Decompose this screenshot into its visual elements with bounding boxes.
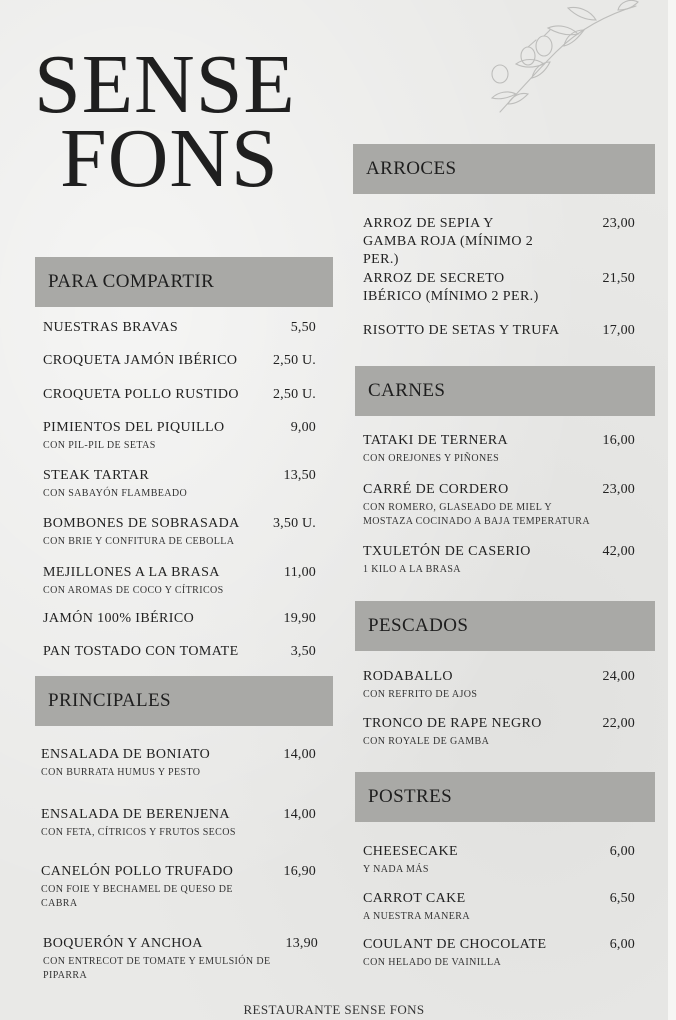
item-description: CON BRIE Y CONFITURA DE CEBOLLA <box>43 536 235 547</box>
menu-item <box>43 467 316 501</box>
section-header-postres <box>355 772 655 822</box>
item-price: 5,50 <box>290 320 316 335</box>
item-name: CROQUETA POLLO RUSTIDO <box>43 387 239 402</box>
item-description: CON ENTRECOT DE TOMATE Y EMULSIÓN DE PIPARRA <box>43 956 271 981</box>
menu-item <box>41 863 316 911</box>
item-price: 23,00 <box>602 482 635 497</box>
item-name: PAN TOSTADO CON TOMATE <box>43 644 239 659</box>
item-name: TRONCO DE RAPE NEGRO <box>363 716 542 731</box>
menu-item <box>363 215 635 269</box>
item-description: CON ROMERO, GLASEADO DE MIEL Y MOSTAZA COCINADO A BAJA TEMPERATURA <box>363 502 590 527</box>
item-name: ARROZ DE SEPIA Y GAMBA ROJA (MÍNIMO 2 PER.) <box>363 216 534 267</box>
item-name: ENSALADA DE BONIATO <box>41 747 211 762</box>
menu-item <box>43 935 318 983</box>
menu-item <box>43 386 316 404</box>
section-title: POSTRES <box>368 786 453 807</box>
menu-item <box>363 715 635 749</box>
item-price: 19,90 <box>283 611 316 626</box>
item-name: NUESTRAS BRAVAS <box>43 320 179 335</box>
section-header-pescados <box>355 601 655 651</box>
item-description: CON PIL-PIL DE SETAS <box>43 440 156 451</box>
logo-line-1: SENSE <box>34 38 296 131</box>
section-title: PRINCIPALES <box>48 690 172 711</box>
item-name: BOQUERÓN Y ANCHOA <box>43 936 203 951</box>
item-description: CON BURRATA HUMUS Y PESTO <box>41 767 201 778</box>
section-header-para-compartir <box>35 257 333 307</box>
menu-item <box>363 322 635 340</box>
section-header-principales <box>35 676 333 726</box>
menu-item <box>43 419 316 453</box>
item-description: CON FETA, CÍTRICOS Y FRUTOS SECOS <box>41 827 236 838</box>
olive-branch-icon <box>478 0 648 120</box>
menu-item <box>43 515 316 549</box>
item-price: 24,00 <box>602 669 635 684</box>
item-description: 1 KILO A LA BRASA <box>363 564 461 575</box>
item-price: 3,50 <box>290 644 316 659</box>
menu-item <box>363 843 635 877</box>
item-description: CON FOIE Y BECHAMEL DE QUESO DE CABRA <box>41 884 233 909</box>
item-name: ARROZ DE SECRETO IBÉRICO (MÍNIMO 2 PER.) <box>363 271 539 304</box>
item-price: 13,90 <box>285 936 318 951</box>
item-name: RISOTTO DE SETAS Y TRUFA <box>363 323 560 338</box>
item-price: 21,50 <box>602 271 635 286</box>
item-price: 3,50 U. <box>272 516 316 531</box>
menu-item <box>363 481 635 529</box>
menu-item <box>43 352 316 370</box>
item-name: COULANT DE CHOCOLATE <box>363 937 547 952</box>
menu-item <box>43 643 316 661</box>
item-description: CON REFRITO DE AJOS <box>363 689 478 700</box>
item-description: CON ROYALE DE GAMBA <box>363 736 490 747</box>
menu-item <box>41 806 316 840</box>
menu-item <box>41 746 316 780</box>
item-price: 6,00 <box>609 844 635 859</box>
menu-item <box>363 270 635 306</box>
footer-restaurant-name: RESTAURANTE SENSE FONS <box>243 1002 425 1017</box>
item-description: CON HELADO DE VAINILLA <box>363 957 502 968</box>
menu-item <box>363 936 635 970</box>
item-price: 6,00 <box>609 937 635 952</box>
menu-item <box>43 564 316 598</box>
item-name: BOMBONES DE SOBRASADA <box>43 516 240 531</box>
item-description: CON AROMAS DE COCO Y CÍTRICOS <box>43 585 224 596</box>
section-title: PARA COMPARTIR <box>48 271 215 292</box>
item-price: 16,00 <box>602 433 635 448</box>
item-name: STEAK TARTAR <box>43 468 150 483</box>
item-price: 11,00 <box>284 565 316 580</box>
item-price: 23,00 <box>602 216 635 231</box>
menu-item <box>363 543 635 577</box>
item-name: PIMIENTOS DEL PIQUILLO <box>43 420 225 435</box>
menu-item <box>363 432 635 466</box>
page-edge <box>668 0 676 1020</box>
item-price: 2,50 U. <box>272 353 316 368</box>
item-name: RODABALLO <box>363 669 453 684</box>
item-price: 17,00 <box>602 323 635 338</box>
item-name: TATAKI DE TERNERA <box>363 433 509 448</box>
item-name: CANELÓN POLLO TRUFADO <box>41 864 234 879</box>
item-name: TXULETÓN DE CASERIO <box>363 544 531 559</box>
item-name: ENSALADA DE BERENJENA <box>41 807 230 822</box>
logo-line-2: FONS <box>60 112 279 205</box>
item-name: JAMÓN 100% IBÉRICO <box>43 611 195 626</box>
item-price: 2,50 U. <box>272 387 316 402</box>
menu-item <box>363 890 635 924</box>
item-price: 14,00 <box>283 747 316 762</box>
item-description: CON SABAYÓN FLAMBEADO <box>43 488 188 499</box>
item-name: CARRÉ DE CORDERO <box>363 482 509 497</box>
item-price: 16,90 <box>283 864 316 879</box>
menu-item <box>43 610 316 628</box>
item-price: 14,00 <box>283 807 316 822</box>
item-price: 22,00 <box>602 716 635 731</box>
section-title: PESCADOS <box>368 615 469 636</box>
item-name: MEJILLONES A LA BRASA <box>43 565 220 580</box>
section-title: CARNES <box>368 380 446 401</box>
item-name: CROQUETA JAMÓN IBÉRICO <box>43 353 238 368</box>
item-name: CARROT CAKE <box>363 891 466 906</box>
item-price: 13,50 <box>283 468 316 483</box>
item-price: 42,00 <box>602 544 635 559</box>
item-name: CHEESECAKE <box>363 844 458 859</box>
restaurant-logo <box>34 38 334 205</box>
item-description: Y NADA MÁS <box>363 864 429 875</box>
item-description: CON OREJONES Y PIÑONES <box>363 453 500 464</box>
section-header-arroces <box>353 144 655 194</box>
section-title: ARROCES <box>366 158 457 179</box>
item-price: 9,00 <box>290 420 316 435</box>
menu-item <box>363 668 635 702</box>
section-header-carnes <box>355 366 655 416</box>
menu-item <box>43 319 316 337</box>
item-price: 6,50 <box>609 891 635 906</box>
item-description: A NUESTRA MANERA <box>363 911 470 922</box>
